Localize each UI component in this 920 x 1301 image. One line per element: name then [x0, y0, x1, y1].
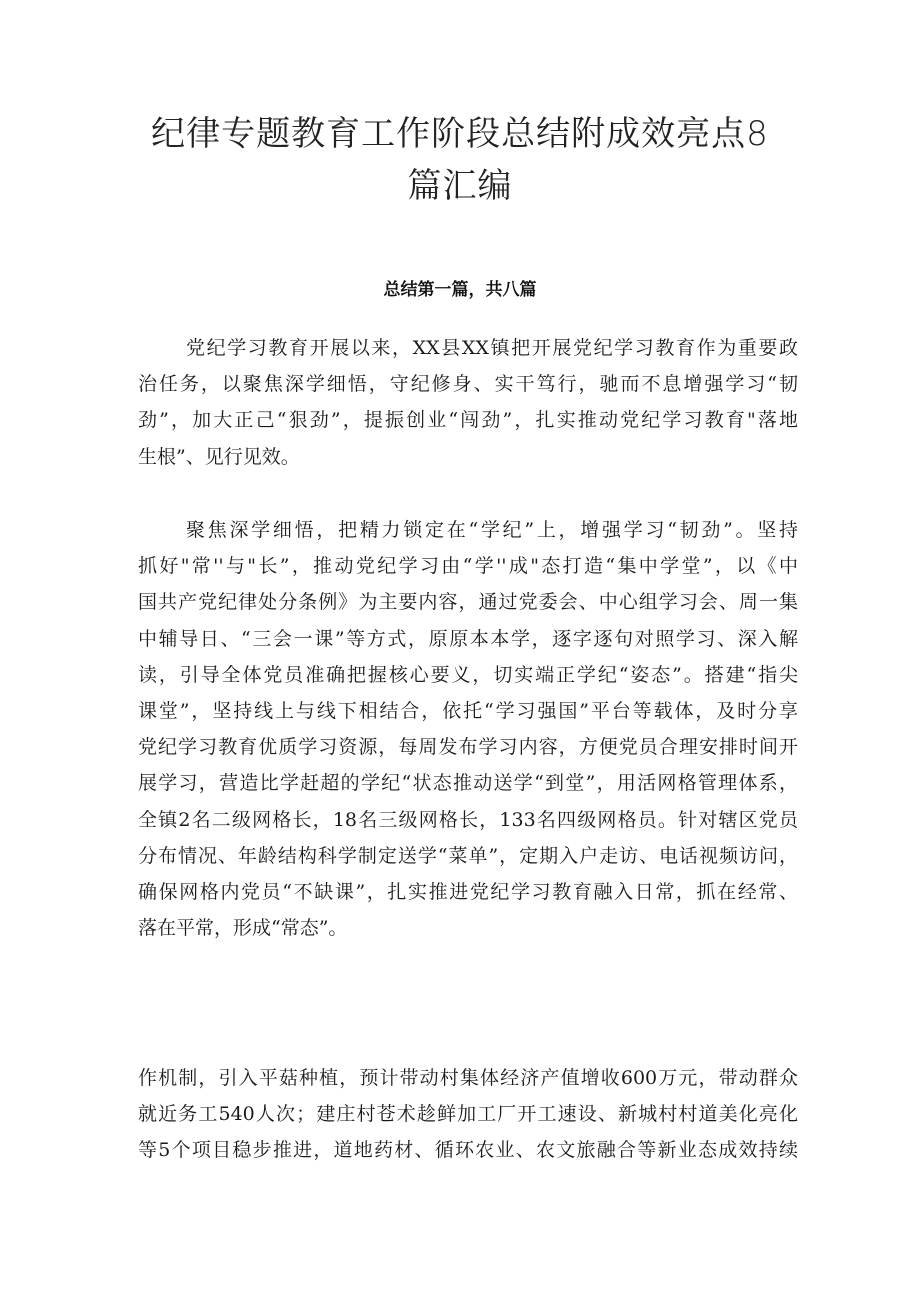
paragraph-line: 作机制，引入平菇种植，预计带动村集体经济产值增收600万元，带动群众 — [138, 1067, 798, 1089]
paragraph-line: 党纪学习教育优质学习资源，每周发布学习内容，方便党员合理安排时间开 — [138, 736, 798, 759]
paragraph-line: 抓好"常''与"长”，推动党纪学习由“学''成"态打造“集中学堂”，以《中 — [138, 555, 798, 578]
paragraph-line: 生根”、见行见效。 — [138, 445, 300, 468]
title-line: 纪律专题教育工作阶段总结附成效亮点8 — [151, 114, 769, 154]
paragraph-line: 读，引导全体党员准确把握核心要义，切实端正学纪“姿态”。搭建“指尖 — [138, 663, 798, 686]
paragraph-line: 课堂”，坚持线上与线下相结合，依托“学习强国”平台等载体，及时分享 — [138, 700, 798, 723]
paragraph-line: 落在平常，形成“常态”。 — [138, 917, 348, 940]
paragraph-line: 就近务工540人次；建庄村苍术趁鲜加工厂开工速设、新城村村道美化亮化 — [138, 1103, 798, 1126]
paragraph-line: 展学习，营造比学赶超的学纪“状态推动送学“到堂”，用活网格管理体系， — [138, 772, 798, 795]
paragraph-line: 确保网格内党员“不缺课”，扎实推进党纪学习教育融入日常，抓在经常、 — [138, 881, 798, 904]
paragraph-continued — [138, 1060, 798, 1169]
paragraph-line: 党纪学习教育开展以来，XX县XX镇把开展党纪学习教育作为重要政 — [186, 337, 798, 359]
paragraph-line: 聚焦深学细悟，把精力锁定在“学纪”上，增强学习“韧劲”。坚持 — [186, 519, 798, 541]
section-heading: 总结第一篇，共八篇 — [383, 280, 537, 300]
paragraph-line: 分布情况、年龄结构科学制定送学“菜单”，定期入户走访、电话视频访问， — [138, 844, 798, 867]
title-line: 篇汇编 — [407, 166, 513, 206]
paragraph-line: 中辅导日、“三会一课”等方式，原原本本学，逐字逐句对照学习、深入解 — [138, 627, 798, 650]
paragraph-line: 全镇2名二级网格长，18名三级网格长，133名四级网格员。针对辖区党员 — [138, 808, 798, 831]
paragraph-intro — [138, 330, 798, 475]
paragraph-line: 国共产党纪律处分条例》为主要内容，通过党委会、中心组学习会、周一集 — [138, 591, 798, 614]
paragraph-line: 劲”，加大正己“狠劲”，提振创业“闯劲”，扎实推动党纪学习教育"落地 — [138, 409, 798, 432]
paragraph-line: 等5个项目稳步推进，道地药材、循环农业、农文旅融合等新业态成效持续 — [138, 1139, 798, 1162]
paragraph-study — [138, 512, 798, 946]
paragraph-line: 治任务，以聚焦深学细悟，守纪修身、实干笃行，驰而不息增强学习“韧 — [138, 373, 798, 396]
document-title — [120, 108, 800, 212]
